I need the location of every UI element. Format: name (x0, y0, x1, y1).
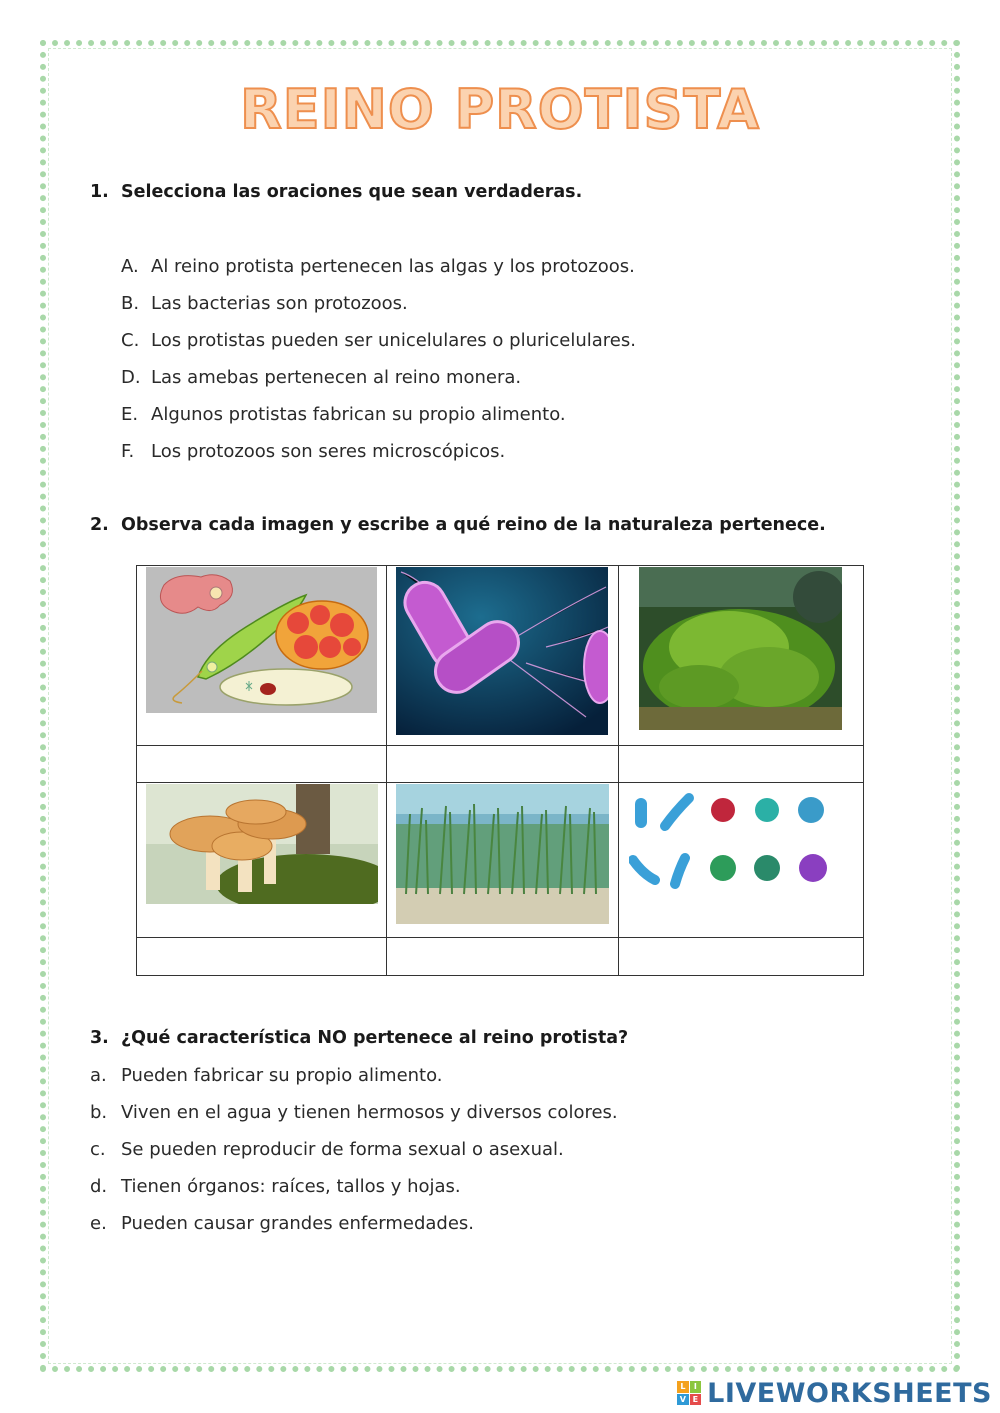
question-2-text: Observa cada imagen y escribe a qué reino de la naturaleza pertenece. (121, 515, 826, 535)
question-2-number: 2. (90, 515, 109, 535)
image-cell-1 (137, 566, 387, 746)
logo-letter: L (677, 1381, 689, 1393)
answer-box-2[interactable] (387, 746, 619, 783)
q3-option-b[interactable]: b. Viven en el agua y tienen hermosos y diversos colores. (90, 1102, 618, 1123)
logo-letter: V (677, 1394, 689, 1406)
question-3 (90, 1028, 628, 1048)
question-3-number: 3. (90, 1028, 109, 1048)
page-title: REINO PROTISTA (240, 78, 760, 141)
question-1 (90, 182, 582, 202)
answer-box-6[interactable] (619, 938, 864, 976)
microbes-image (629, 784, 844, 899)
question-2 (90, 515, 826, 535)
image-cell-6 (619, 783, 864, 938)
logo-letter: E (690, 1394, 702, 1406)
q3-option-e[interactable]: e. Pueden causar grandes enfermedades. (90, 1213, 475, 1234)
q1-option-a[interactable]: A. Al reino protista pertenecen las algas y los protozoos. (121, 256, 635, 277)
image-cell-5 (387, 783, 619, 938)
answer-box-3[interactable] (619, 746, 864, 783)
seagrass-image (396, 784, 609, 924)
image-cell-2 (387, 566, 619, 746)
q1-option-d[interactable]: D. Las amebas pertenecen al reino monera. (121, 367, 522, 388)
answer-box-1[interactable] (137, 746, 387, 783)
brand-name: LIVEWORKSHEETS (707, 1377, 992, 1409)
q1-option-b[interactable]: B. Las bacterias son protozoos. (121, 293, 408, 314)
answer-box-5[interactable] (387, 938, 619, 976)
q3-option-d[interactable]: d. Tienen órganos: raíces, tallos y hojas. (90, 1176, 461, 1197)
logo-letter: I (690, 1381, 702, 1393)
answer-box-4[interactable] (137, 938, 387, 976)
footer-brand[interactable] (677, 1377, 992, 1409)
q3-option-a[interactable]: a. Pueden fabricar su propio alimento. (90, 1065, 443, 1086)
image-answer-grid (136, 565, 864, 976)
liveworksheets-logo-icon (677, 1381, 701, 1405)
q1-option-f[interactable]: F. Los protozoos son seres microscópicos. (121, 441, 506, 462)
bacteria-image (396, 567, 608, 735)
protozoa-image (146, 567, 377, 713)
q3-option-c[interactable]: c. Se pueden reproducir de forma sexual o asexual. (90, 1139, 564, 1160)
q1-option-c[interactable]: C. Los protistas pueden ser unicelulares o pluricelulares. (121, 330, 636, 351)
question-1-number: 1. (90, 182, 109, 202)
question-3-text: ¿Qué característica NO pertenece al reino protista? (121, 1028, 629, 1048)
image-cell-4 (137, 783, 387, 938)
algae-image (639, 567, 842, 730)
mushroom-image (146, 784, 378, 904)
question-1-text: Selecciona las oraciones que sean verdaderas. (121, 182, 583, 202)
image-cell-3 (619, 566, 864, 746)
q1-option-e[interactable]: E. Algunos protistas fabrican su propio alimento. (121, 404, 566, 425)
